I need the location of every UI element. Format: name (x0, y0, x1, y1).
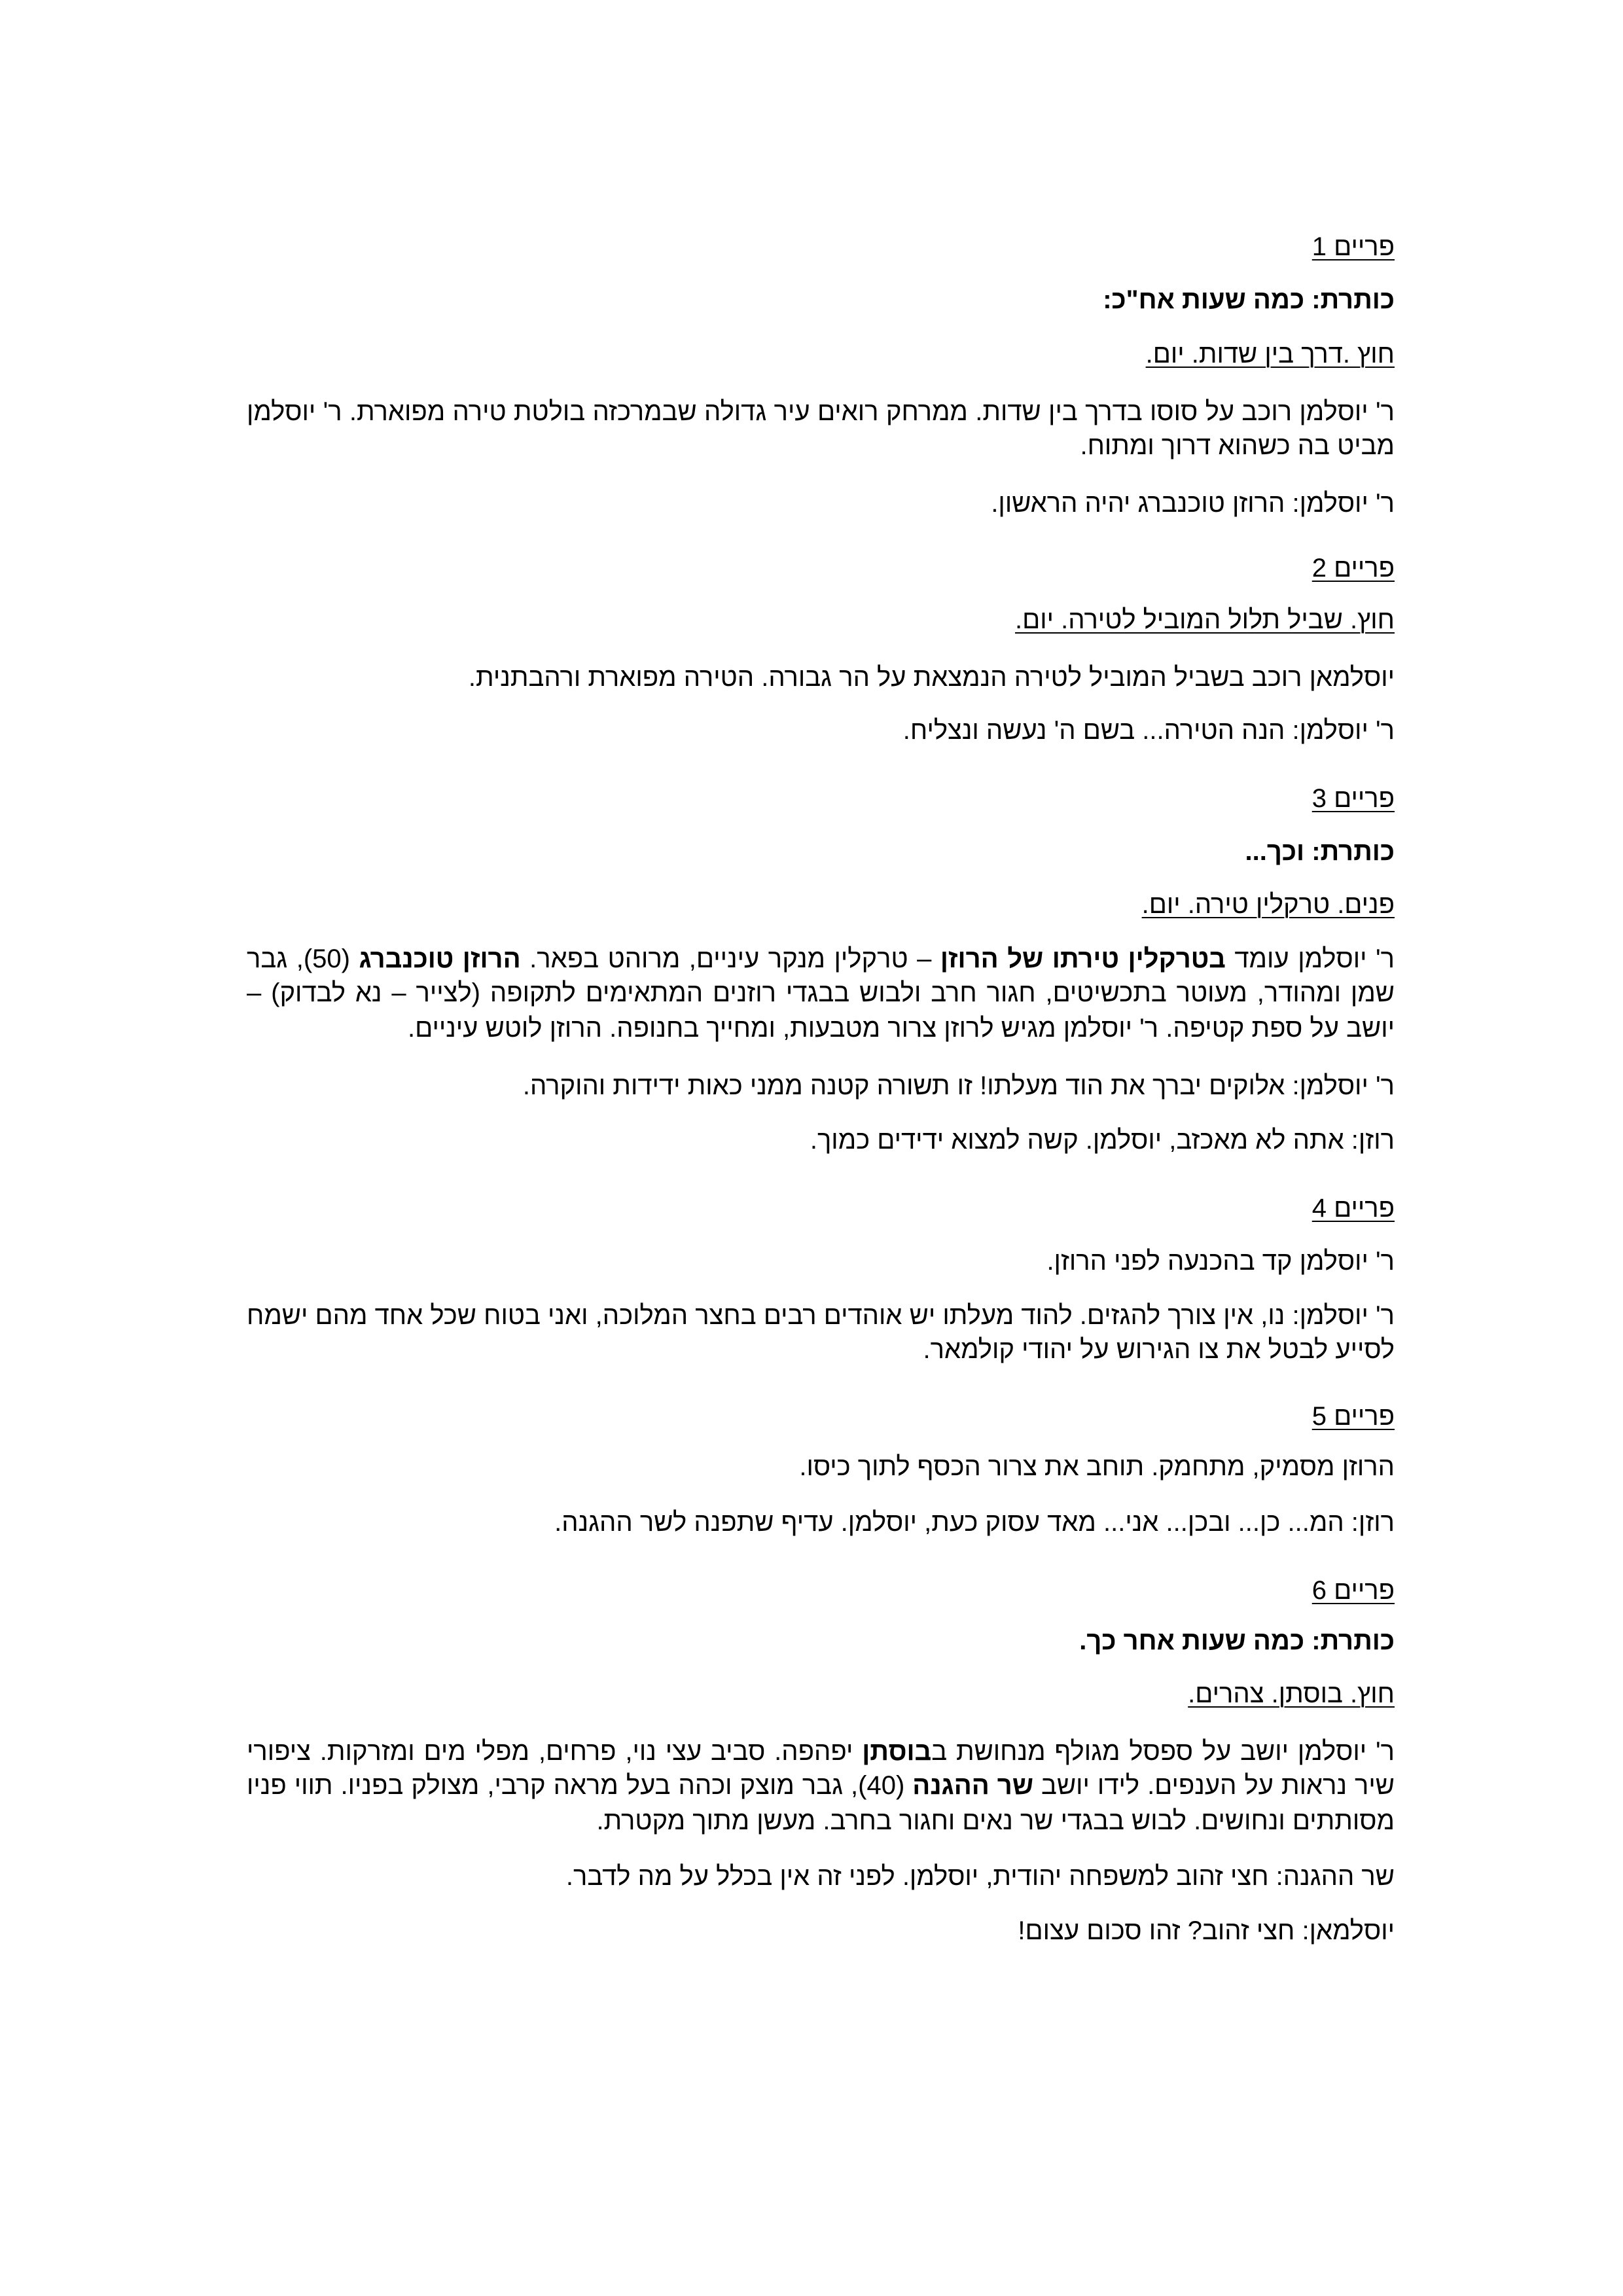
action-line: ר' יוסלמן קד בהכנעה לפני הרוזן. (1046, 1247, 1395, 1276)
frame-label: פריים 3 (1311, 784, 1395, 813)
action-line: יוסלמאן רוכב בשביל המוביל לטירה הנמצאת על הר גבורה. הטירה מפוארת ורהבתנית. (468, 663, 1395, 692)
dialog-line: ר' יוסלמן: אלוקים יברך את הוד מעלתו! זו תשורה קטנה ממני כאות ידידות והוקרה. (522, 1071, 1395, 1100)
action-line (247, 1768, 1395, 1803)
caption-title: כותרת: כמה שעות אח"כ: (1103, 285, 1395, 314)
scene-heading: חוץ. שביל תלול המוביל לטירה. יום. (1015, 605, 1395, 634)
character-bold: שר ההגנה (912, 1771, 1034, 1800)
dialog-line: יוסלמאן: חצי זהוב? זהו סכום עצום! (1018, 1916, 1395, 1945)
character-bold: הרוזן טוכנברג (359, 944, 521, 973)
frame-label: פריים 6 (1311, 1576, 1395, 1605)
text: – טרקלין מנקר עיניים, מרוהט בפאר. (520, 944, 940, 973)
script-document (247, 230, 1395, 1948)
dialog-line: רוזן: אתה לא מאכזב, יוסלמן. קשה למצוא ידידים כמוך. (810, 1126, 1395, 1155)
frame-label: פריים 1 (1311, 232, 1395, 261)
scene-heading: פנים. טרקלין טירה. יום. (1141, 890, 1395, 919)
text: ר' יוסלמן עומד (1225, 944, 1395, 973)
action-line: מסותתים ונחושים. לבוש בבגדי שר נאים וחגור בחרב. מעשן מתוך מקטרת. (596, 1806, 1395, 1835)
text: שיר נראות על הענפים. לידו יושב (1033, 1771, 1395, 1800)
action-line (247, 1734, 1395, 1768)
caption-title: כותרת: וכך... (1245, 837, 1395, 866)
frame-label: פריים 5 (1311, 1402, 1395, 1431)
action-line: שמן ומהודר, מעוטר בתכשיטים, חגור חרב ולבוש בבגדי רוזנים המתאימים לתקופה (לצייר – נא לבדוק) – (247, 978, 1395, 1007)
scene-heading: חוץ .דרך בין שדות. יום. (1145, 340, 1395, 368)
frame-label: פריים 4 (1311, 1194, 1395, 1223)
dialog-line: ר' יוסלמן: הנה הטירה... בשם ה' נעשה ונצליח. (902, 716, 1395, 745)
text: יפהפה. סביב עצי נוי, פרחים, מפלי מים ומזרקות. ציפורי (247, 1737, 863, 1766)
dialog-line: ר' יוסלמן: נו, אין צורך להגזים. להוד מעלתו יש אוהדים רבים בחצר המלוכה, ואני בטוח שכל אחד מהם ישמח (247, 1301, 1395, 1330)
dialog-line: שר ההגנה: חצי זהוב למשפחה יהודית, יוסלמן. לפני זה אין בכלל על מה לדבר. (565, 1862, 1395, 1891)
action-line: הרוזן מסמיק, מתחמק. תוחב את צרור הכסף לתוך כיסו. (799, 1452, 1395, 1481)
location-bold: בטרקלין טירתו של הרוזן (940, 944, 1226, 973)
text: ר' יוסלמן יושב על ספסל מגולף מנחושת ב (931, 1737, 1395, 1766)
frame-label: פריים 2 (1311, 554, 1395, 583)
action-line: מביט בה כשהוא דרוך ומתוח. (1080, 431, 1395, 460)
text: (40), גבר מוצק וכהה בעל מראה קרבי, מצולק בפניו. תווי פניו (247, 1771, 913, 1800)
caption-title: כותרת: כמה שעות אחר כך. (1079, 1626, 1395, 1655)
scene-heading: חוץ. בוסתן. צהרים. (1188, 1679, 1395, 1708)
location-bold: בוסתן (862, 1737, 932, 1766)
action-line (247, 942, 1395, 976)
action-line: יושב על ספת קטיפה. ר' יוסלמן מגיש לרוזן צרור מטבעות, ומחייך בחנופה. הרוזן לוטש עיניים. (408, 1014, 1395, 1043)
action-line: ר' יוסלמן רוכב על סוסו בדרך בין שדות. ממרחק רואים עיר גדולה שבמרכזה בולטת טירה מפוארת. ר' יוסלמן (247, 397, 1395, 426)
text: (50), גבר (247, 944, 359, 973)
dialog-line: לסייע לבטל את צו הגירוש על יהודי קולמאר. (923, 1335, 1395, 1364)
dialog-line: רוזן: המ... כן... ובכן... אני... מאד עסוק כעת, יוסלמן. עדיף שתפנה לשר ההגנה. (554, 1508, 1395, 1537)
dialog-line: ר' יוסלמן: הרוזן טוכנברג יהיה הראשון. (991, 489, 1395, 518)
